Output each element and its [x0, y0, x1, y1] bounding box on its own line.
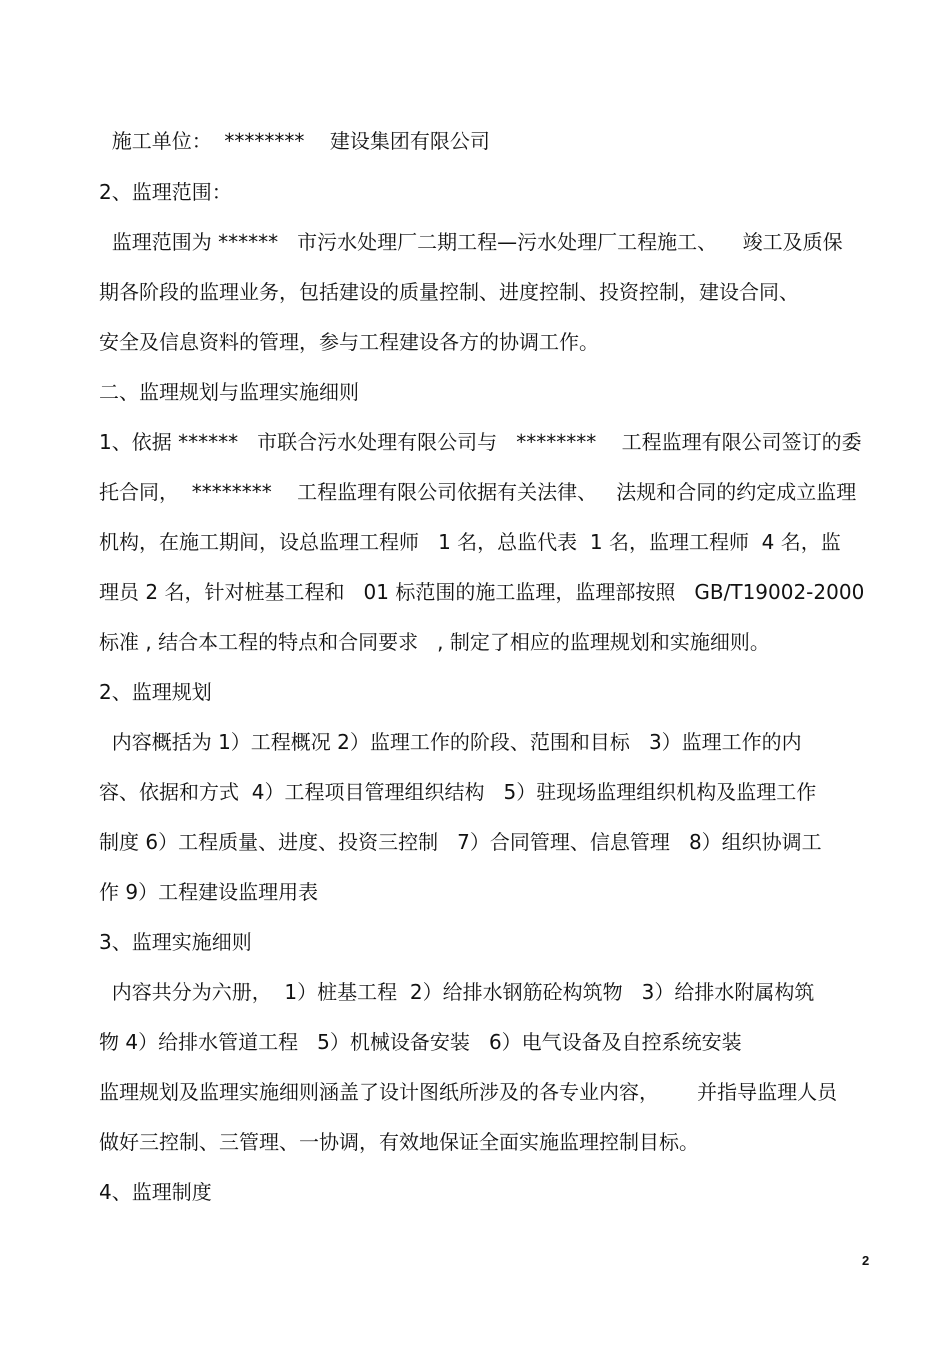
- heading-supervision-plan: 2、监理规划: [99, 680, 212, 704]
- text-line-basis-1: 1、依据 ****** 市联合污水处理有限公司与 ******** 工程监理有限公司签订的委: [99, 430, 862, 454]
- text-line-basis-2: 托合同， ******** 工程监理有限公司依据有关法律、 法规和合同的约定成立监理: [99, 480, 857, 504]
- heading-supervision-scope: 2、监理范围：: [99, 180, 232, 204]
- heading-implementation-rules: 3、监理实施细则: [99, 930, 252, 954]
- text-line-rules-3: 监理规划及监理实施细则涵盖了设计图纸所涉及的各专业内容， 并指导监理人员: [99, 1080, 838, 1104]
- text-line-plan-4: 作 9）工程建设监理用表: [99, 880, 319, 904]
- heading-supervision-system: 4、监理制度: [99, 1180, 212, 1204]
- text-line-basis-3: 机构，在施工期间，设总监理工程师 1 名，总监代表 1 名，监理工程师 4 名，监: [99, 530, 841, 554]
- text-line-scope-1: 监理范围为 ****** 市污水处理厂二期工程—污水处理厂工程施工、 竣工及质保: [99, 230, 843, 254]
- text-line-plan-1: 内容概括为 1）工程概况 2）监理工作的阶段、范围和目标 3）监理工作的内: [99, 730, 802, 754]
- text-line-plan-3: 制度 6）工程质量、进度、投资三控制 7）合同管理、信息管理 8）组织协调工: [99, 830, 822, 854]
- text-line-rules-4: 做好三控制、三管理、一协调，有效地保证全面实施监理控制目标。: [99, 1130, 699, 1154]
- text-line-construction-unit: 施工单位： ******** 建设集团有限公司: [99, 129, 490, 153]
- text-line-basis-4: 理员 2 名，针对桩基工程和 01 标范围的施工监理，监理部按照 GB/T19002-2000: [99, 580, 865, 604]
- text-line-rules-2: 物 4）给排水管道工程 5）机械设备安装 6）电气设备及自控系统安装: [99, 1030, 742, 1054]
- text-line-scope-2: 期各阶段的监理业务，包括建设的质量控制、进度控制、投资控制，建设合同、: [99, 280, 799, 304]
- text-line-plan-2: 容、依据和方式 4）工程项目管理组织结构 5）驻现场监理组织机构及监理工作: [99, 780, 817, 804]
- text-line-rules-1: 内容共分为六册， 1）桩基工程 2）给排水钢筋砼构筑物 3）给排水附属构筑: [99, 980, 815, 1004]
- heading-planning-and-rules: 二、监理规划与监理实施细则: [99, 380, 359, 404]
- text-line-scope-3: 安全及信息资料的管理，参与工程建设各方的协调工作。: [99, 330, 599, 354]
- text-line-basis-5: 标准 , 结合本工程的特点和合同要求 , 制定了相应的监理规划和实施细则。: [99, 630, 770, 654]
- page-number: 2: [862, 1253, 870, 1268]
